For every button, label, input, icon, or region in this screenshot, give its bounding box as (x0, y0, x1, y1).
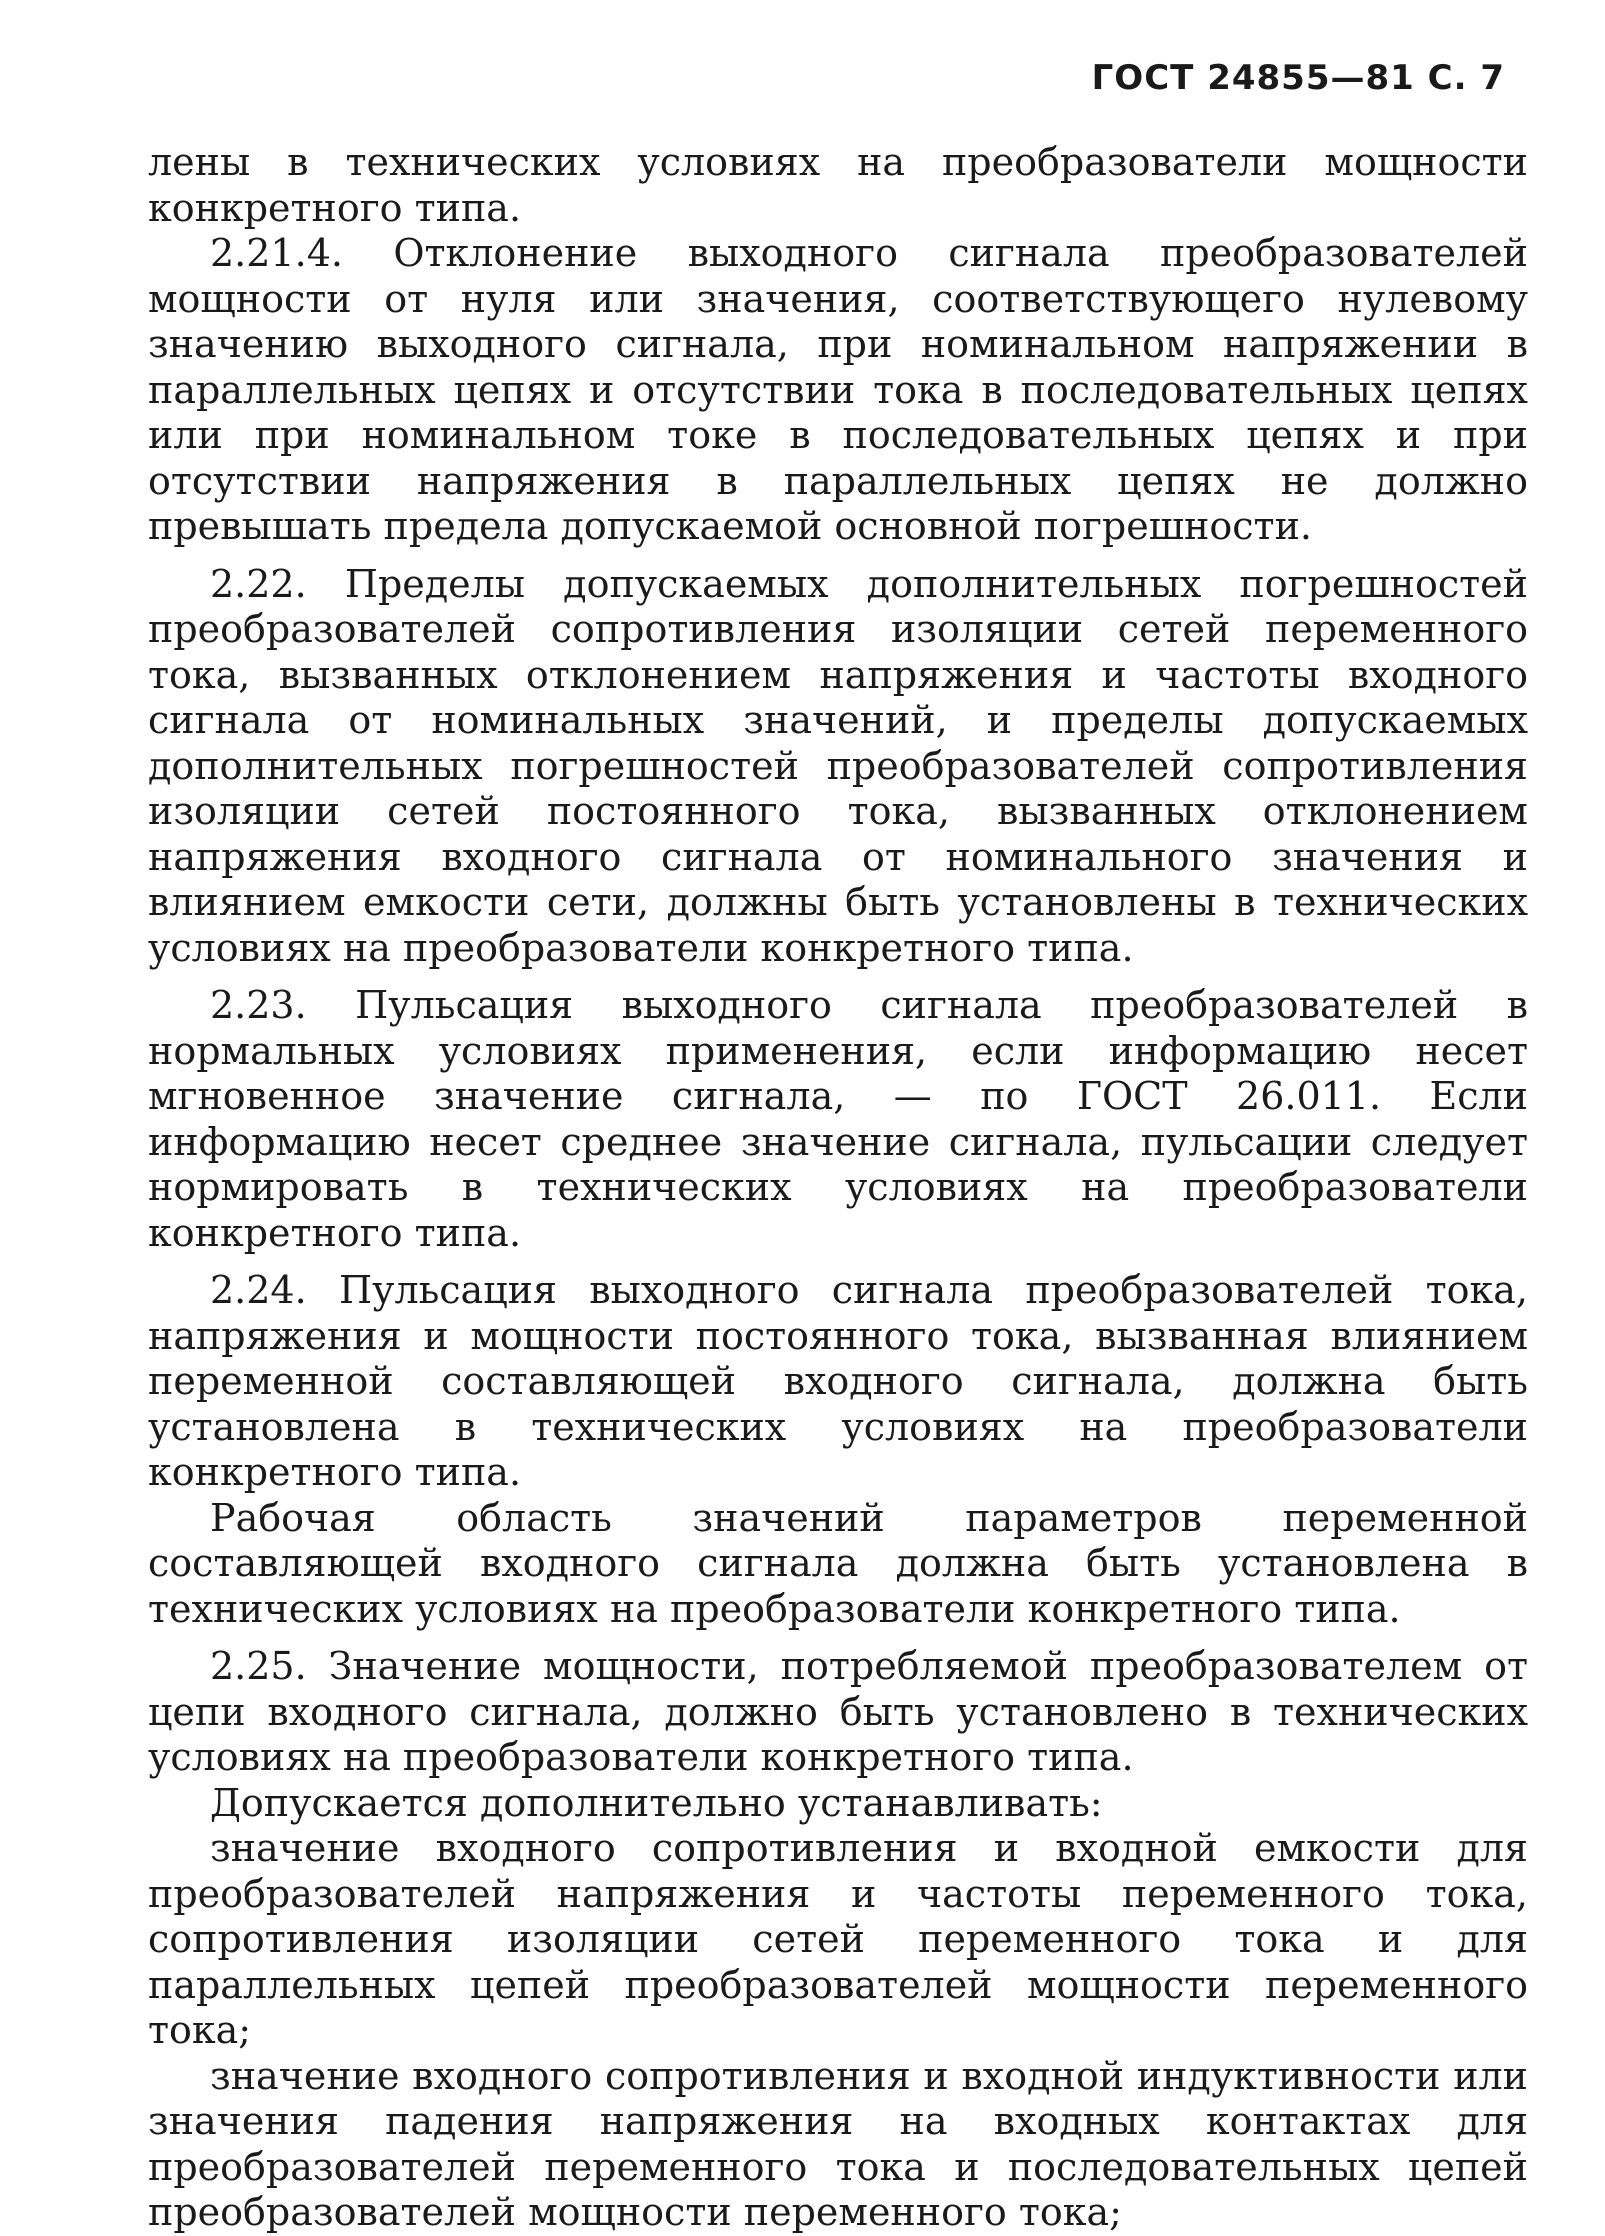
paragraph-2-25-item-2: значение входного сопротивления и входной индуктивности или значения падения напряжения на входных контактах для преобразователей переменного тока и последовательных цепей преобразователей мощности переменного тока; (148, 2053, 1528, 2234)
paragraph-2-22: 2.22. Пределы допускаемых дополнительных погрешностей преобразователей сопротивления изоляции сетей переменного тока, вызванных отклонением напряжения и частоты входного сигнала от номинальных значений, и пределы допускаемых дополнительных погрешностей преобразователей сопротивления изоляции сетей постоянного тока, вызванных отклонением напряжения входного сигнала от номинального значения и влиянием емкости сети, должны быть установлены в технических условиях на преобразователи конкретного типа. (148, 561, 1528, 970)
paragraph-2-24-working-range: Рабочая область значений параметров переменной составляющей входного сигнала должна быть установлена в технических условиях на преобразователи конкретного типа. (148, 1495, 1528, 1631)
paragraph-2-25-item-1: значение входного сопротивления и входной емкости для преобразователей напряжения и частоты переменного тока, сопротивления изоляции сетей переменного тока и для параллельных цепей преобразователей мощности переменного тока; (148, 1826, 1528, 2052)
paragraph-continuation: лены в технических условиях на преобразователи мощности конкретного типа. (148, 140, 1528, 230)
running-header: ГОСТ 24855—81 С. 7 (1091, 58, 1505, 98)
paragraph-2-21-4: 2.21.4. Отклонение выходного сигнала преобразователей мощности от нуля или значения, соответствующего нулевому значению выходного сигнала, при номинальном напряжении в параллельных цепях и отсутствии тока в последовательных цепях или при номинальном токе в последовательных цепях и при отсутствии напряжения в параллельных цепях не должно превышать предела допускаемой основной погрешности. (148, 231, 1528, 548)
paragraph-2-24: 2.24. Пульсация выходного сигнала преобразователей тока, напряжения и мощности постоянного тока, вызванная влиянием переменной составляющей входного сигнала, должна быть установлена в технических условиях на преобразователи конкретного типа. (148, 1268, 1528, 1494)
paragraph-2-25-allowed: Допускается дополнительно устанавливать: (210, 1780, 1103, 1825)
paragraph-2-23: 2.23. Пульсация выходного сигнала преобразователей в нормальных условиях применения, если информацию несет мгновенное значение сигнала, — по ГОСТ 26.011. Если информацию несет среднее значение сигнала, пульсации следует нормировать в технических условиях на преобразователи конкретного типа. (148, 983, 1528, 1255)
paragraph-2-25: 2.25. Значение мощности, потребляемой преобразователем от цепи входного сигнала, должно быть установлено в технических условиях на преобразователи конкретного типа. (148, 1644, 1528, 1779)
document-body (148, 140, 1528, 2236)
